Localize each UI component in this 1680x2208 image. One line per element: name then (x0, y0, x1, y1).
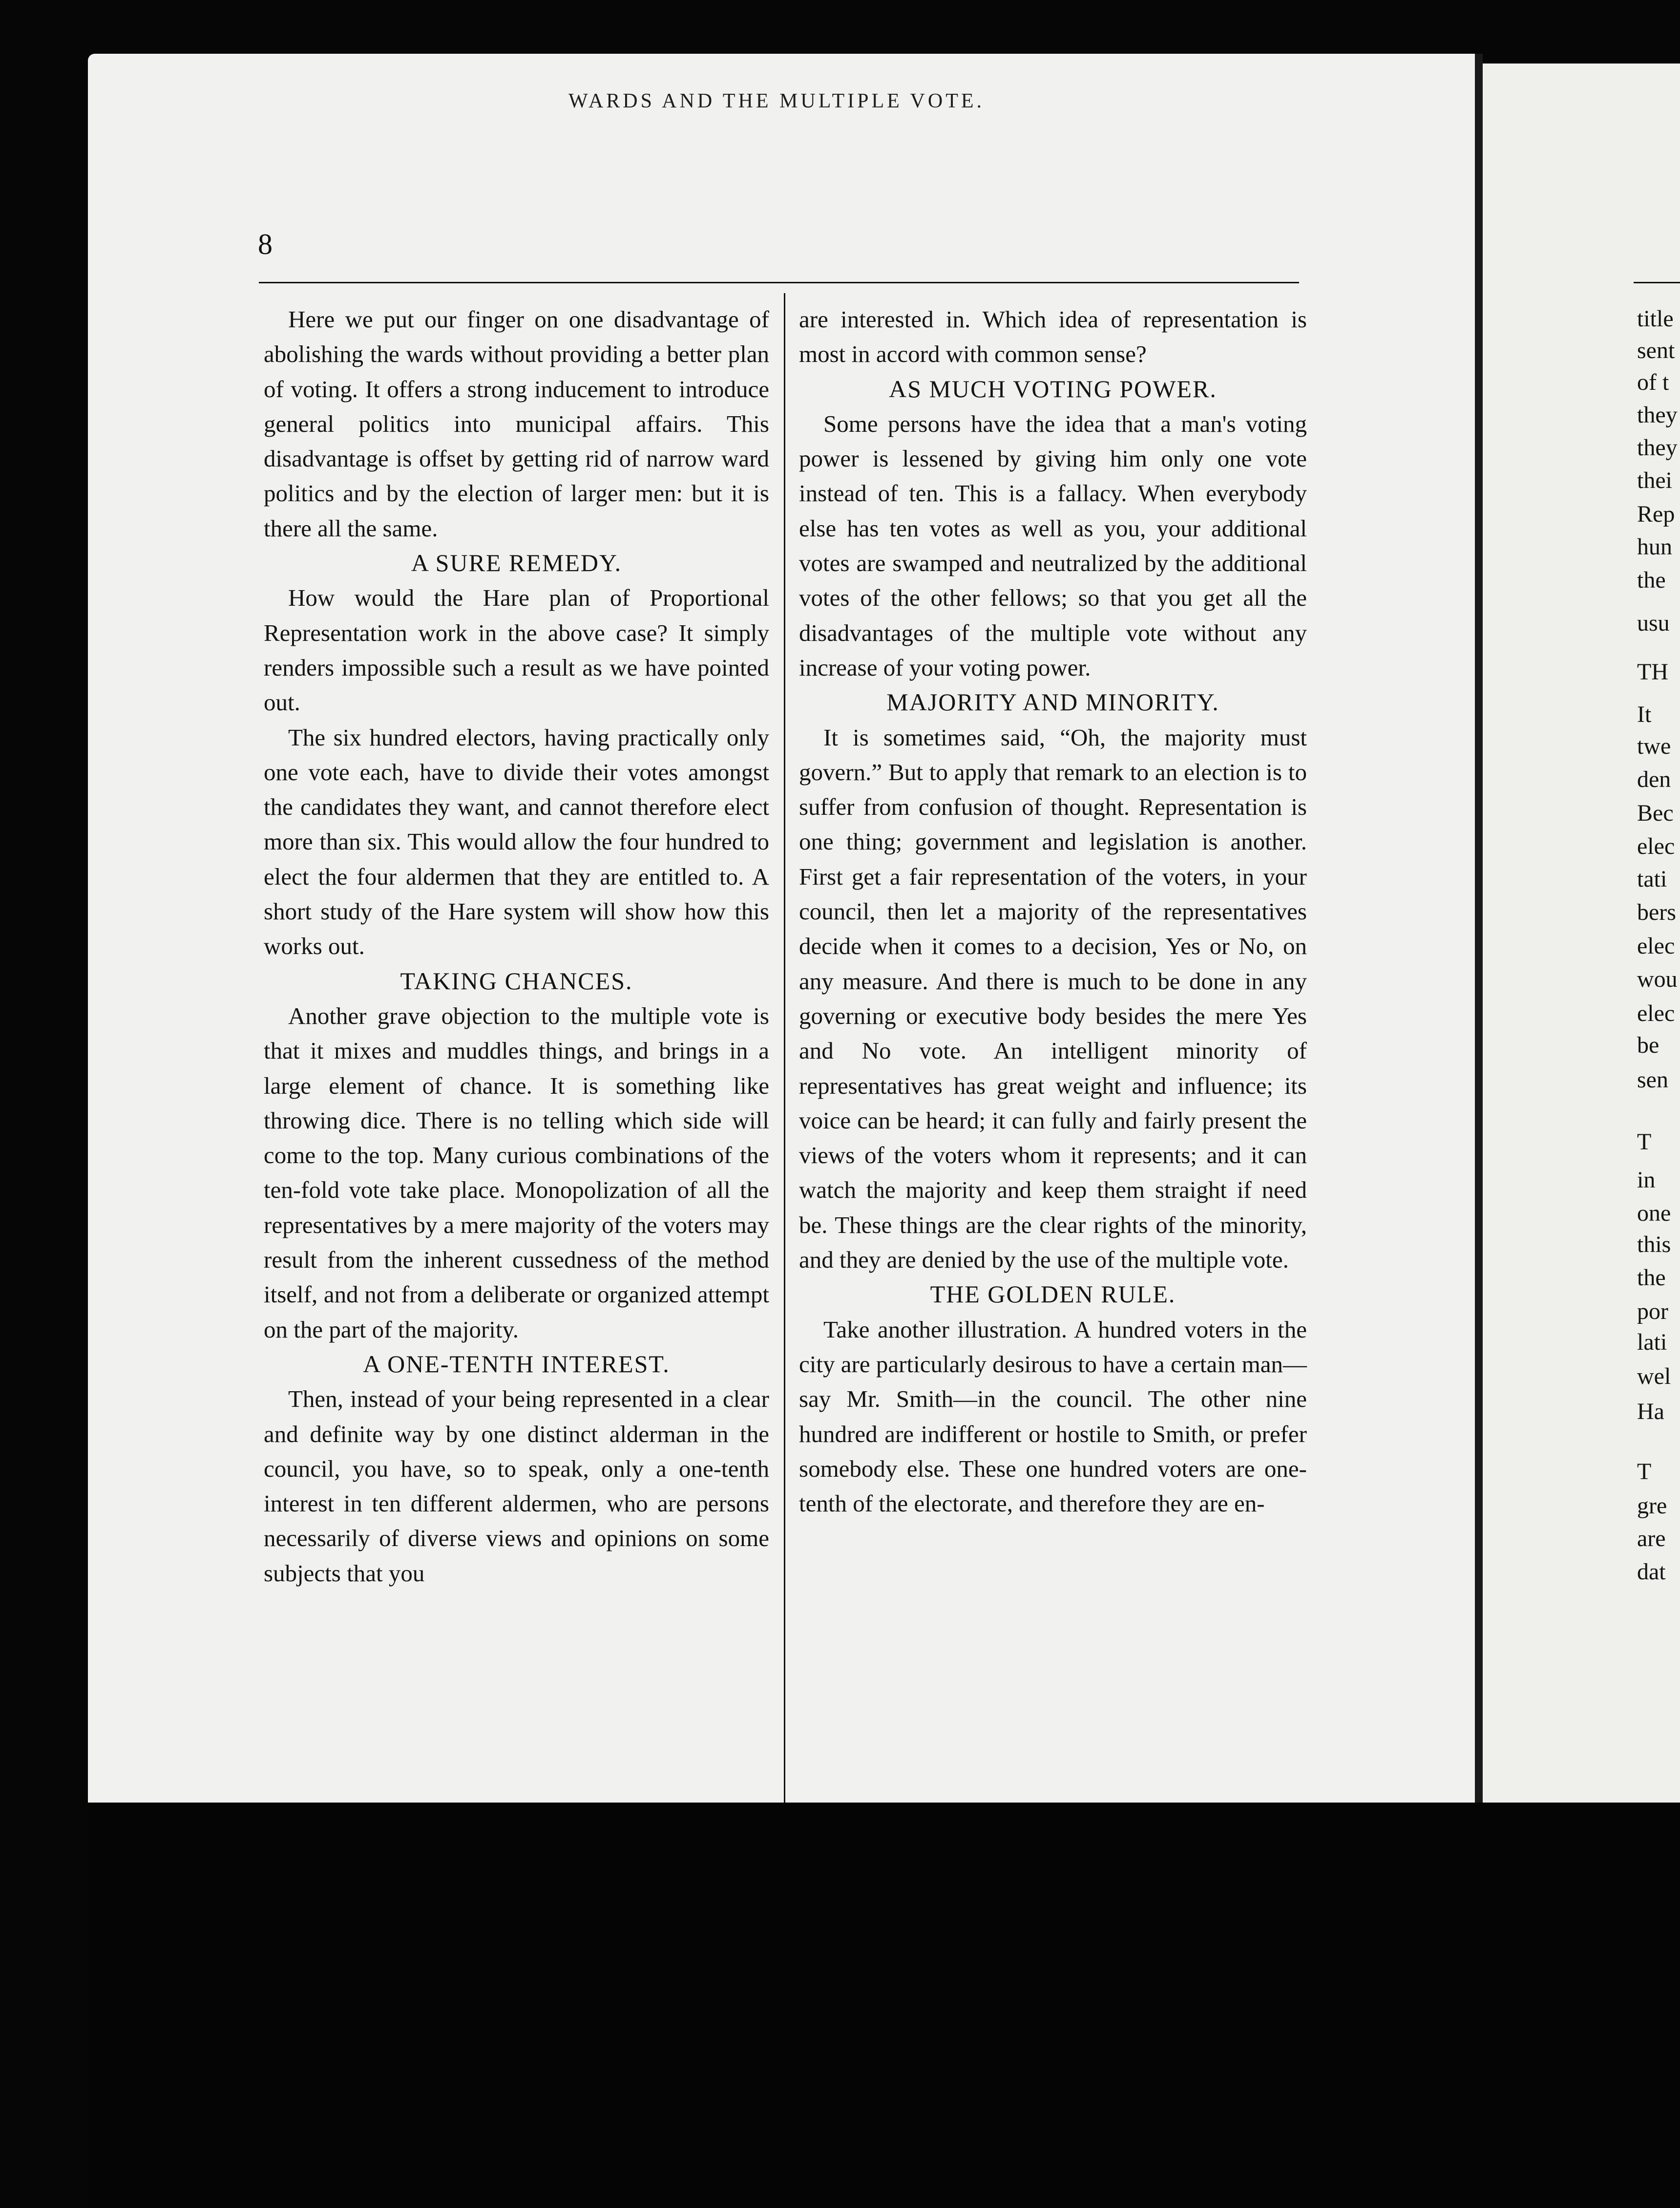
facing-page-fragment: gre (1637, 1493, 1667, 1519)
facing-page-fragment: twe (1637, 733, 1671, 759)
facing-page-fragment: one (1637, 1200, 1671, 1226)
facing-page-fragment: wel (1637, 1363, 1671, 1389)
facing-page-fragment: It (1637, 701, 1652, 727)
facing-page-fragment: wou (1637, 966, 1678, 992)
facing-page-fragment: this (1637, 1231, 1671, 1257)
paragraph: It is sometimes said, “Oh, the majority must govern.” But to apply that remark to an election is to suffer from confusion of thought. Representation is one thing; government and legislation is another. First get a fair representation of the voters, in your council, then let a majority of the representatives decide when it comes to a decision, Yes or No, on any measure. And there is much to be done in any governing or executive body besides the mere Yes and No vote. An intelligent minority of representatives has great weight and influence; its voice can be heard; it can fully and fairly present the views of the voters whom it represents; and it can watch the majority and keep them straight if need be. These things are the clear rights of the minority, and they are denied by the use of the multiple vote. (799, 723, 1307, 1274)
facing-page-fragment: elec (1637, 933, 1675, 959)
text-column-left (264, 302, 769, 1591)
paragraph: Some persons have the idea that a man's voting power is lessened by giving him only one vote instead of ten. This is a fallacy. When everybody else has ten votes as well as you, your additional votes are swamped and neutralized by the additional votes of the other fellows; so that you get all the disadvantages of the multiple vote without any increase of your voting power. (799, 410, 1307, 681)
facing-page-fragment: dat (1637, 1559, 1666, 1585)
paragraph: Then, instead of your being represented in a clear and definite way by one distinct alderman in the council, you have, so to speak, only a one-tenth interest in ten different aldermen, who are persons necessarily of diverse views and opinions on some subjects that you (264, 1385, 769, 1587)
facing-page-fragment: Bec (1637, 800, 1674, 826)
section-heading: A ONE-TENTH INTEREST. (363, 1350, 670, 1378)
paragraph: Here we put our finger on one disadvantage of abolishing the wards without providing a better plan of voting. It offers a strong inducement to introduce general politics into municipal affairs. This disadvantage is offset by getting rid of narrow ward politics and by the election of larger men: but it is there all the same. (264, 306, 769, 542)
facing-page-fragment: are (1637, 1526, 1666, 1551)
facing-page-fragment: sent (1637, 338, 1675, 363)
column-divider (784, 293, 785, 1934)
facing-page-fragment: thei (1637, 467, 1672, 493)
book-gutter (1475, 54, 1483, 1807)
facing-page-fragment: den (1637, 766, 1671, 792)
facing-page-fragment: in (1637, 1167, 1656, 1193)
section-heading: MAJORITY AND MINORITY. (886, 688, 1219, 716)
facing-page-fragment: Ha (1637, 1399, 1664, 1424)
section-heading: A SURE REMEDY. (411, 549, 622, 577)
section-heading: TAKING CHANCES. (400, 967, 633, 995)
facing-page-fragment: sen (1637, 1067, 1668, 1093)
facing-page-fragment: bers (1637, 899, 1676, 925)
facing-header-rule (1634, 282, 1680, 283)
facing-page-fragment: of t (1637, 369, 1669, 395)
facing-page-fragment: por (1637, 1298, 1668, 1324)
page-number: 8 (258, 228, 273, 260)
paragraph: Another grave objection to the multiple vote is that it mixes and muddles things, and brings in a large element of chance. It is something like throwing dice. There is no telling which side will come to the top. Many curious combinations of the ten-fold vote take place. Monopolization of all the representatives by a mere majority of the voters may result from the inherent cussedness of the method itself, and not from a deliberate or organized attempt on the part of the majority. (264, 1002, 769, 1343)
facing-page-fragment: T (1637, 1129, 1652, 1155)
header-rule (259, 282, 1299, 283)
scan-background (88, 1803, 1680, 2208)
facing-page-fragment: usu (1637, 610, 1670, 636)
facing-page-fragment: lati (1637, 1329, 1667, 1355)
paragraph: The six hundred electors, having practically only one vote each, have to divide their votes amongst the candidates they want, and cannot therefore elect more than six. This would allow the four hundred to elect the four aldermen that they are entitled to. A short study of the Hare system will show how this works out. (264, 723, 769, 960)
facing-page-fragment: T (1637, 1459, 1652, 1485)
paragraph: are interested in. Which idea of representation is most in accord with common sense? (799, 306, 1307, 368)
section-heading: THE GOLDEN RULE. (930, 1280, 1176, 1308)
facing-page-fragment: they (1637, 435, 1678, 461)
facing-page-fragment: the (1637, 1265, 1666, 1291)
running-head: WARDS AND THE MULTIPLE VOTE. (568, 90, 985, 112)
facing-page-fragment: elec (1637, 1000, 1675, 1026)
paragraph: How would the Hare plan of Proportional Representation work in the above case? It simply renders impossible such a result as we have pointed out. (264, 584, 769, 716)
facing-page-fragment: the (1637, 567, 1666, 593)
facing-page-fragment: tati (1637, 866, 1667, 892)
facing-page-fragment: title (1637, 306, 1674, 332)
facing-page-fragment: they (1637, 402, 1678, 428)
facing-page-fragment: Rep (1637, 501, 1675, 527)
facing-page-fragment: hun (1637, 534, 1672, 560)
section-heading: AS MUCH VOTING POWER. (889, 375, 1217, 403)
facing-page-fragment: be (1637, 1032, 1659, 1058)
text-column-right (799, 302, 1307, 1521)
paragraph: Take another illustration. A hundred voters in the city are particularly desirous to have a certain man—say Mr. Smith—in the council. The other nine hundred are indifferent or hostile to Smith, or prefer somebody else. These one hundred voters are one-tenth of the electorate, and therefore they are en- (799, 1316, 1307, 1517)
facing-page-fragment: elec (1637, 833, 1675, 859)
facing-page-fragment: TH (1637, 659, 1668, 685)
